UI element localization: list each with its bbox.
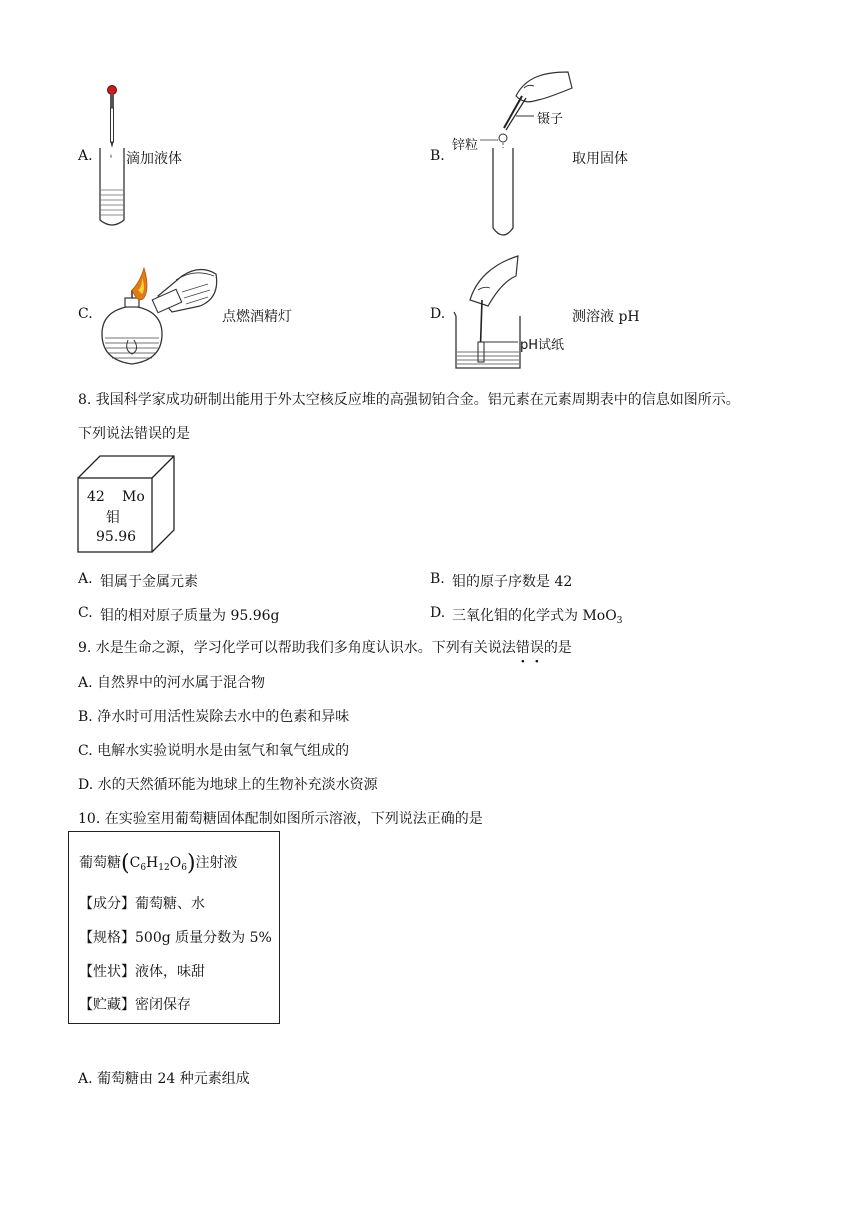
q8-option-c-text: 钼的相对原子质量为 95.96g: [100, 608, 280, 624]
element-symbol: Mo: [122, 489, 145, 505]
q8-option-d-letter: D.: [430, 605, 446, 621]
tweezers-zinc-test-tube-illustration: [476, 66, 586, 244]
q8-option-c-letter: C.: [78, 605, 93, 621]
periodic-table-cell: [78, 456, 174, 552]
q10-stem: 10. 在实验室用葡萄糖固体配制如图所示溶液，下列说法正确的是: [78, 811, 483, 827]
q8-option-b-letter: B.: [430, 571, 445, 587]
q9-option-b: B. 净水时可用活性炭除去水中的色素和异味: [78, 709, 350, 725]
q8-stem-line1: 8. 我国科学家成功研制出能用于外太空核反应堆的高强韧铂合金。铝元素在元素周期表中的信息如图所示。: [78, 392, 740, 408]
q7-option-b-letter: B.: [430, 148, 445, 164]
dropper-test-tube-illustration: [95, 82, 129, 228]
label-storage: 【贮藏】密闭保存: [79, 997, 191, 1013]
q9-stem: 9. 水是生命之源，学习化学可以帮助我们多角度认识水。下列有关说法错误的是: [78, 640, 572, 656]
q7-option-b-caption: 取用固体: [572, 151, 628, 167]
tweezers-label: 镊子: [537, 112, 564, 127]
q8-option-a-text: 钼属于金属元素: [100, 574, 198, 590]
label-title: 葡萄糖$(C_6H_{12}O_6)$注射液: [79, 851, 238, 876]
label-specification: 【规格】500g 质量分数为 5%: [79, 930, 272, 946]
ph-test-beaker-illustration: [448, 250, 578, 374]
q8-option-b-text: 钼的原子序数是 42: [452, 574, 573, 590]
q9-option-c: C. 电解水实验说明水是由氢气和氧气组成的: [78, 743, 350, 759]
q7-option-d-letter: D.: [430, 306, 446, 322]
q8-option-a-letter: A.: [78, 571, 93, 587]
label-properties: 【性状】液体，味甜: [79, 964, 205, 980]
element-name: 钼: [106, 510, 120, 526]
q7-option-a-letter: A.: [78, 148, 93, 164]
q9-option-d: D. 水的天然循环能为地球上的生物补充淡水资源: [78, 777, 378, 793]
element-atomic-number: 42: [87, 489, 105, 505]
q7-option-c-caption: 点燃酒精灯: [222, 309, 292, 325]
zinc-label: 锌粒: [452, 138, 479, 153]
q7-option-c-letter: C.: [78, 306, 93, 322]
q8-option-d-text: 三氧化钼的化学式为 MoO$_3$: [452, 608, 623, 626]
label-ingredients: 【成分】葡萄糖、水: [79, 896, 205, 912]
q10-option-a: A. 葡萄糖由 24 种元素组成: [78, 1071, 250, 1087]
q8-stem-line2: 下列说法错误的是: [78, 426, 190, 442]
alcohol-lamp-lighting-illustration: [98, 254, 222, 372]
glucose-injection-label: [68, 831, 280, 1024]
q9-option-a: A. 自然界中的河水属于混合物: [78, 675, 266, 691]
element-atomic-mass: 95.96: [96, 529, 137, 545]
ph-paper-label: pH试纸: [520, 338, 565, 353]
q7-option-d-caption: 测溶液 pH: [572, 309, 640, 325]
q7-option-a-caption: 滴加液体: [126, 151, 182, 167]
